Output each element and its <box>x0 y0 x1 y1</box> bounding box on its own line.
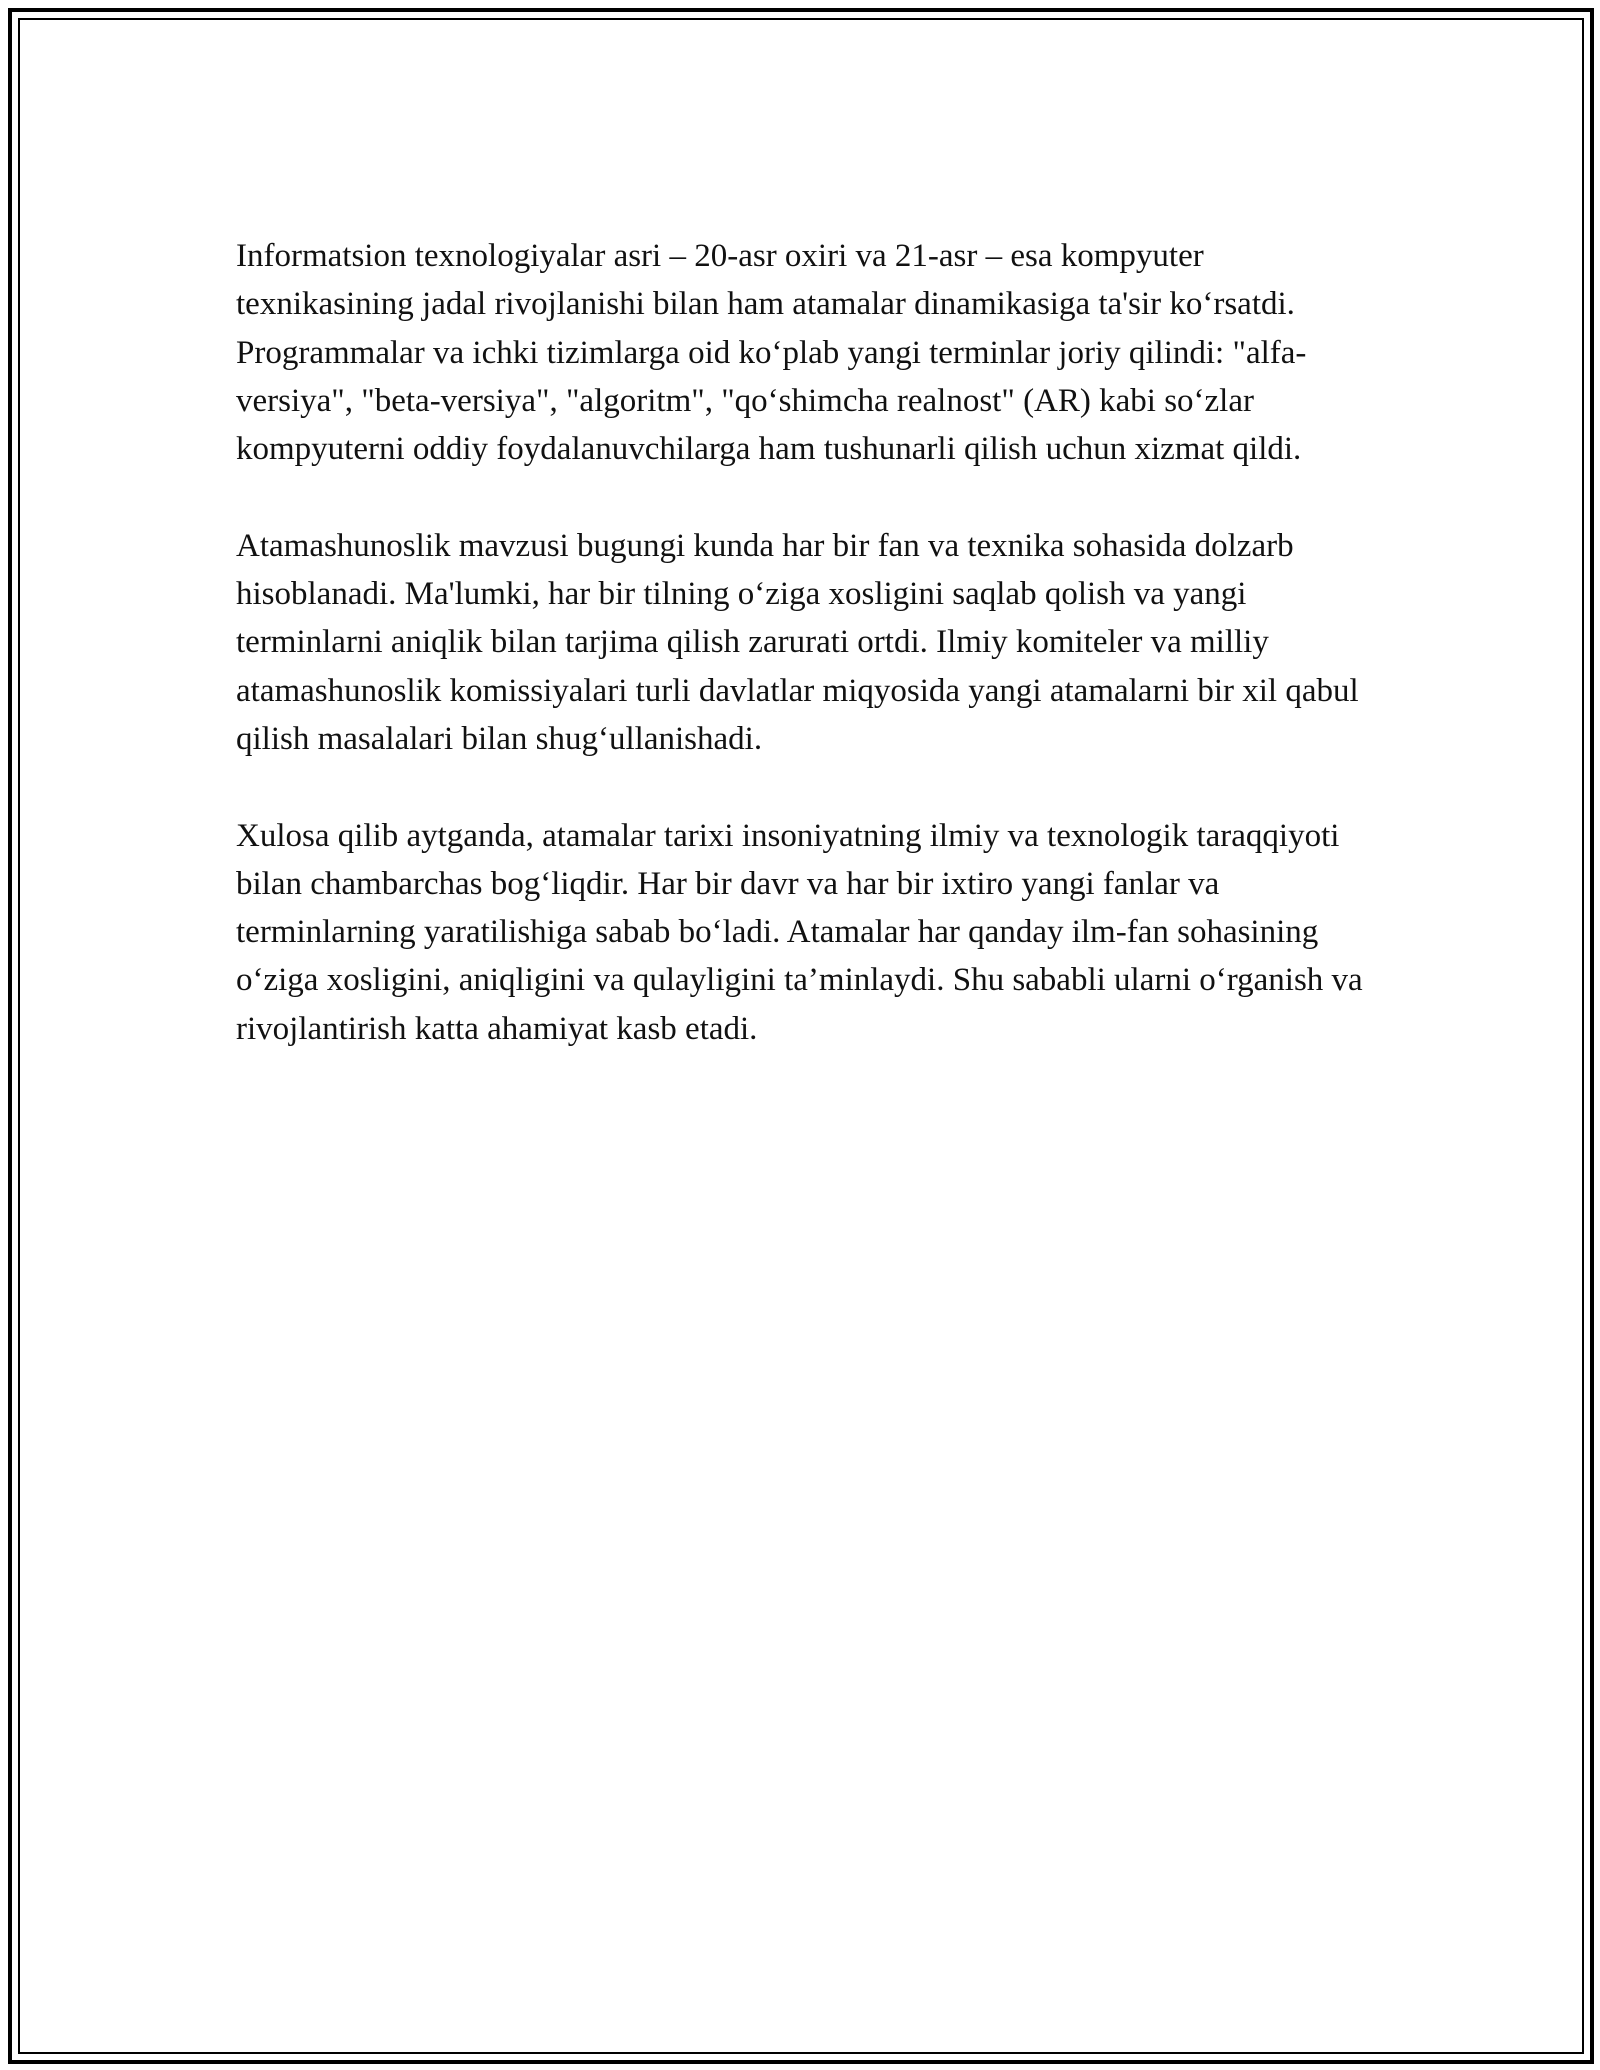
paragraph-1: Informatsion texnologiyalar asri – 20-asr oxiri va 21-asr – esa kompyuter texnikasining jadal rivojlanishi bilan ham atamalar dinamikasiga ta'sir ko‘rsatdi. Programmalar va ichki tizimlarga oid ko‘plab yangi terminlar joriy qilindi: "alfa-versiya", "beta-versiya", "algoritm", "qo‘shimcha realnost" (AR) kabi so‘zlar kompyuterni oddiy foydalanuvchilarga ham tushunarli qilish uchun xizmat qildi. <box>236 238 1307 468</box>
document-body <box>236 232 1386 1101</box>
paragraph-2: Atamashunoslik mavzusi bugungi kunda har bir fan va texnika sohasida dolzarb hisoblanadi. Ma'lumki, har bir tilning o‘ziga xosligini saqlab qolish va yangi terminlarni aniqlik bilan tarjima qilish zarurati ortdi. Ilmiy komiteler va milliy atamashunoslik komissiyalari turli davlatlar miqyosida yangi atamalarni bir xil qabul qilish masalalari bilan shug‘ullanishadi. <box>236 527 1359 757</box>
paragraph-3: Xulosa qilib aytganda, atamalar tarixi insoniyatning ilmiy va texnologik taraqqiyoti bilan chambarchas bog‘liqdir. Har bir davr va har bir ixtiro yangi fanlar va terminlarning yaratilishiga sabab bo‘ladi. Atamalar har qanday ilm-fan sohasining o‘ziga xosligini, aniqligini va qulayligini ta’minlaydi. Shu sababli ularni o‘rganish va rivojlantirish katta ahamiyat kasb etadi. <box>236 817 1363 1047</box>
